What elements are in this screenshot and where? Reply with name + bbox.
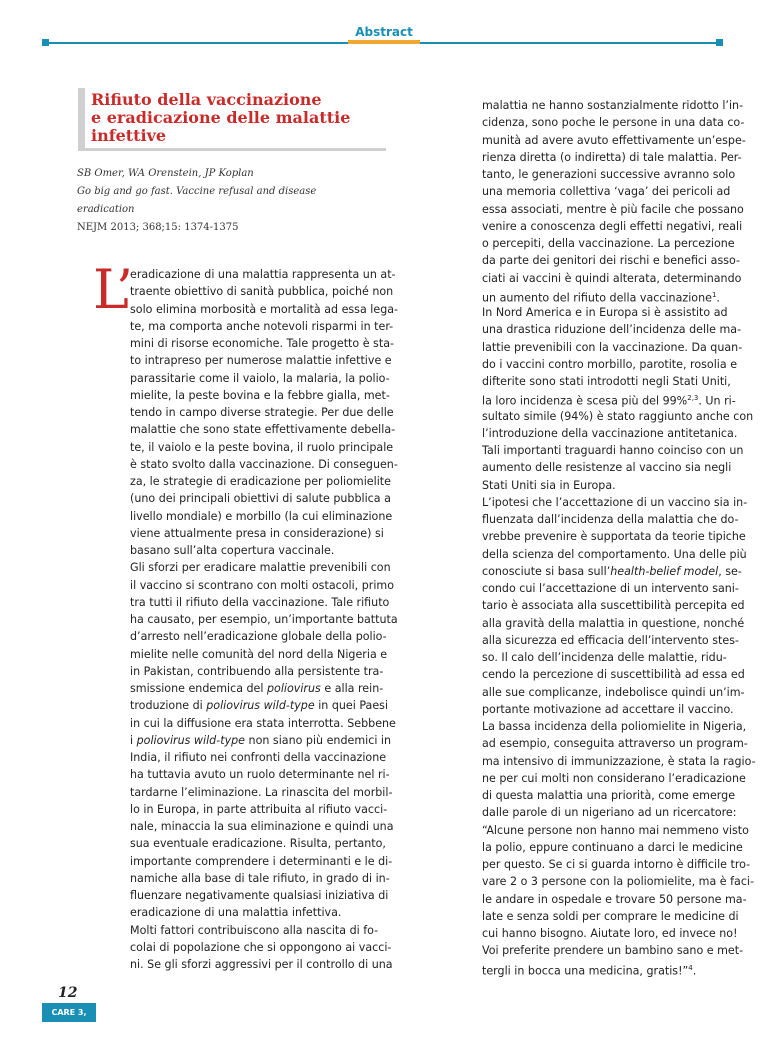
title-line: Rifiuto della vaccinazione xyxy=(91,90,322,109)
body-text: della scienza del comportamento. Una delle più xyxy=(482,547,747,561)
body-text: cendo la percezione di suscettibilità ad essa ed xyxy=(482,668,745,682)
body-text: lattie prevenibili con la vaccinazione. Da quan- xyxy=(482,340,743,354)
body-line xyxy=(482,701,734,718)
body-text: conosciute si basa sull’ xyxy=(482,564,611,578)
body-line xyxy=(130,335,394,352)
body-text: . Un ri- xyxy=(698,394,736,408)
body-line xyxy=(482,201,744,218)
body-line xyxy=(482,718,747,735)
body-column-right xyxy=(482,97,756,978)
journal-badge: CARE 3, 2013 xyxy=(42,1003,96,1022)
body-line xyxy=(482,218,743,235)
body-line xyxy=(130,835,386,852)
body-text: un aumento del rifiuto della vaccinazione xyxy=(482,291,712,305)
body-line xyxy=(130,283,394,300)
body-line xyxy=(130,387,390,404)
body-text: i xyxy=(130,733,137,747)
body-text: nale, minaccia la sua eliminazione e quindi una xyxy=(130,820,394,833)
body-text: ma intensivo di immunizzazione, è stata la ragio- xyxy=(482,754,756,768)
body-text: difterite sono stati introdotti negli Stati Uniti, xyxy=(482,375,731,388)
body-line xyxy=(482,856,751,873)
body-text: per questo. Se ci si guarda intorno è difficile tro- xyxy=(482,858,751,871)
body-text: Tali importanti traguardi hanno coinciso con un xyxy=(482,444,744,457)
body-line xyxy=(482,287,727,304)
body-text: L’ipotesi che l’accettazione di un vaccino sia in- xyxy=(482,495,748,509)
body-line xyxy=(482,511,739,528)
body-text: Molti fattori contribuiscono alla nascita di fo- xyxy=(130,923,379,937)
body-text: e alla rein- xyxy=(320,682,384,695)
body-line xyxy=(482,408,754,425)
body-line xyxy=(482,252,740,269)
body-text: tanto, le generazioni successive avranno solo xyxy=(482,168,736,181)
section-tab xyxy=(348,24,420,44)
body-text: India, il rifiuto nei confronti della vaccinazione xyxy=(130,751,387,764)
body-line xyxy=(130,628,387,645)
body-line xyxy=(482,908,739,925)
body-text: mini di risorse economiche. Tale progetto è sta- xyxy=(130,337,394,350)
body-text: te, ma comporta anche notevoli risparmi in ter- xyxy=(130,319,394,333)
body-line xyxy=(482,632,739,649)
body-line xyxy=(130,456,398,473)
body-line xyxy=(130,715,396,732)
body-text: late e senza soldi per comprare le medicine di xyxy=(482,909,739,923)
body-text: tendo in campo diverse strategie. Per due delle xyxy=(130,406,394,419)
body-line xyxy=(130,594,390,611)
article-title-box xyxy=(78,88,386,151)
body-line xyxy=(482,942,744,959)
citation-ref: 1 xyxy=(711,290,717,299)
body-text: una drastica riduzione dell’incidenza delle ma- xyxy=(482,323,742,337)
body-text: rienza diretta (o indiretta) di tale malattia. Per- xyxy=(482,150,742,164)
body-text: dalle parole di un nigeriano ad un ricercatore: xyxy=(482,806,737,820)
body-text: alle sue complicanze, indebolisce quindi un’im- xyxy=(482,685,745,699)
body-text: smissione endemica del xyxy=(130,682,267,695)
body-line xyxy=(130,508,393,525)
body-text: basano sull’alta copertura vaccinale. xyxy=(130,544,335,557)
body-line xyxy=(482,304,727,321)
body-text: Stati Uniti sia in Europa. xyxy=(482,478,616,492)
body-line xyxy=(130,525,384,542)
body-text: eradicazione di una malattia rappresenta un at- xyxy=(130,268,396,281)
body-line xyxy=(482,839,743,856)
body-line xyxy=(130,421,396,438)
body-text: vare 2 o 3 persone con la poliomielite, ma è faci- xyxy=(482,875,755,889)
body-text: do i vaccini contro morbillo, parotite, rosolia e xyxy=(482,357,738,371)
body-text: mielite nelle comunità del nord della Nigeria e xyxy=(130,647,388,661)
section-tab-underline xyxy=(348,40,420,44)
body-text: eradicazione di una malattia infettiva. xyxy=(130,906,342,920)
body-line xyxy=(482,787,736,804)
body-line xyxy=(130,577,394,594)
body-text: ne per cui molti non considerano l’eradicazione xyxy=(482,771,746,785)
body-text: za, le strategie di eradicazione per poliomielite xyxy=(130,475,391,488)
body-text: non siano più endemici in xyxy=(245,733,392,747)
body-line xyxy=(130,490,391,507)
body-line xyxy=(130,611,398,628)
body-text: tario è associata alla suscettibilità percepita ed xyxy=(482,599,745,613)
body-text: importante comprendere i determinanti e le di- xyxy=(130,854,393,868)
body-text: condo cui l’accettazione di un intervento sani- xyxy=(482,582,739,595)
body-text: le andare in ospedale e trovare 50 persone ma- xyxy=(482,892,747,906)
body-text: mielite, la peste bovina e la febbre gialla, met- xyxy=(130,388,390,402)
body-line xyxy=(482,132,746,149)
body-text: da parte dei genitori dei rischi e benefici asso- xyxy=(482,254,740,268)
body-line xyxy=(482,770,746,787)
body-text: malattie che sono state effettivamente debella- xyxy=(130,423,396,437)
body-line xyxy=(130,352,392,369)
body-text: ni. Se gli sforzi aggressivi per il controllo di una xyxy=(130,958,393,971)
body-text: sua eventuale eradicazione. Risulta, pertanto, xyxy=(130,837,386,851)
body-line xyxy=(482,891,747,908)
body-text: o percepiti, della vaccinazione. La percezione xyxy=(482,237,735,250)
body-line xyxy=(482,166,736,183)
authors: SB Omer, WA Orenstein, JP Koplan xyxy=(77,168,254,179)
body-line xyxy=(482,546,747,563)
header-rule-right-marker xyxy=(716,39,723,46)
body-line xyxy=(482,459,732,476)
body-text: di questa malattia una priorità, come emerge xyxy=(482,789,736,802)
body-line xyxy=(130,784,393,801)
body-line xyxy=(482,442,744,459)
body-line xyxy=(482,425,738,442)
body-line xyxy=(130,766,390,783)
body-text: munità ad avere avuto effettivamente un’espe- xyxy=(482,133,746,147)
italic-term: poliovirus wild-type xyxy=(206,699,315,713)
body-line xyxy=(482,960,727,977)
italic-term: health-belief model xyxy=(610,564,719,578)
body-line xyxy=(482,822,749,839)
header-rule-left-marker xyxy=(42,39,49,46)
body-text: so. Il calo dell’incidenza delle malattie, ridu- xyxy=(482,651,727,664)
body-text: troduzione di xyxy=(130,699,207,713)
body-line xyxy=(482,666,745,683)
body-text: cui hanno bisogno. Aiutate loro, ed invece no! xyxy=(482,927,738,940)
body-text: tardarne l’eliminazione. La rinascita del morbil- xyxy=(130,785,393,799)
body-text: tergli in bocca una medicina, gratis!” xyxy=(482,964,689,978)
source-title-line: Go big and go fast. Vaccine refusal and disease xyxy=(77,186,317,197)
body-text: in quei Paesi xyxy=(314,699,389,713)
article-reference xyxy=(77,165,377,237)
body-line xyxy=(482,339,743,356)
body-text: sultato simile (94%) è stato raggiunto anche con xyxy=(482,409,754,423)
citation-ref: 4 xyxy=(688,963,693,972)
body-line xyxy=(130,939,392,956)
body-text: La bassa incidenza della poliomielite in Nigeria, xyxy=(482,720,747,733)
body-line xyxy=(130,663,384,680)
body-line xyxy=(482,925,738,942)
body-text: è stato svolto dalla vaccinazione. Di conseguen- xyxy=(130,457,398,471)
body-text: in cui la diffusione era stata interrotta. Sebbene xyxy=(130,716,396,730)
body-line xyxy=(482,235,735,252)
body-line xyxy=(482,183,731,200)
body-text: solo elimina morbosità e mortalità ad essa lega- xyxy=(130,302,399,316)
body-text: venire a conoscenza degli effetti negativi, reali xyxy=(482,219,743,233)
body-line xyxy=(482,373,731,390)
body-text: Voi preferite prendere un bambino sano e met- xyxy=(482,944,744,958)
body-text: la polio, eppure continuano a darci le medicine xyxy=(482,840,743,854)
body-text: lo in Europa, in parte attribuita al rifiuto vacci- xyxy=(130,802,388,816)
section-label: Abstract xyxy=(355,25,413,39)
body-text: , se- xyxy=(718,564,742,578)
body-text: ciati ai vaccini è quindi alterata, determinando xyxy=(482,271,742,285)
body-text: il vaccino si scontrano con molti ostacoli, primo xyxy=(130,578,394,592)
body-line xyxy=(130,697,389,714)
body-text: to intrapreso per numerose malattie infettive e xyxy=(130,354,392,368)
citation-ref: 2,3 xyxy=(687,394,699,403)
body-text: namiche alla base di tale rifiuto, in grado di in- xyxy=(130,871,390,885)
body-line xyxy=(130,853,393,870)
body-column-left xyxy=(130,266,399,973)
body-line xyxy=(482,649,727,666)
body-text: “Alcune persone non hanno mai nemmeno visto xyxy=(482,823,749,837)
body-line xyxy=(130,646,388,663)
body-line xyxy=(482,597,745,614)
body-text: in Pakistan, contribuendo alla persistente tra- xyxy=(130,664,384,678)
source-title-line: eradication xyxy=(77,204,135,215)
body-text: Gli sforzi per eradicare malattie prevenibili con xyxy=(130,561,391,575)
body-line xyxy=(130,370,390,387)
body-text: ad esempio, conseguita attraverso un program- xyxy=(482,737,748,751)
body-line xyxy=(130,680,384,697)
body-line xyxy=(130,404,394,421)
body-text: l’introduzione della vaccinazione antitetanica. xyxy=(482,426,738,440)
body-line xyxy=(482,321,742,338)
body-line xyxy=(482,97,744,114)
body-line xyxy=(482,804,737,821)
body-line xyxy=(130,266,396,283)
italic-term: poliovirus wild-type xyxy=(136,733,246,747)
body-text: fluenzare negativamente qualsiasi iniziativa di xyxy=(130,889,389,902)
body-line xyxy=(130,559,391,576)
body-text: livello mondiale) e morbillo (la cui eliminazione xyxy=(130,509,393,523)
body-line xyxy=(482,390,736,408)
body-text: malattia ne hanno sostanzialmente ridotto l’in- xyxy=(482,99,744,112)
body-text: traente obiettivo di sanità pubblica, poiché non xyxy=(130,285,394,299)
body-text: portante motivazione ad accettare il vaccino. xyxy=(482,702,734,716)
citation: NEJM 2013; 368;15: 1374-1375 xyxy=(77,222,239,233)
body-line xyxy=(482,684,745,701)
body-line xyxy=(482,356,738,373)
body-line xyxy=(130,473,391,490)
body-line xyxy=(130,318,394,335)
body-line xyxy=(130,801,388,818)
body-text: ha causato, per esempio, un’importante battuta xyxy=(130,613,398,626)
body-line xyxy=(482,114,745,131)
body-text: una memoria collettiva ‘vaga’ dei pericoli ad xyxy=(482,185,731,199)
body-line xyxy=(130,956,393,973)
body-line xyxy=(482,149,742,166)
body-line xyxy=(130,542,375,559)
body-text: parassitarie come il vaiolo, la malaria, la polio- xyxy=(130,371,390,385)
body-text: colai di popolazione che si oppongono ai vacci- xyxy=(130,940,392,954)
body-line xyxy=(130,749,387,766)
body-text: ha tuttavia avuto un ruolo determinante nel ri- xyxy=(130,768,390,782)
body-text: essa associati, mentre è più facile che possano xyxy=(482,202,744,216)
title-line: infettive xyxy=(91,126,167,145)
body-text: cidenza, sono poche le persone in una data co- xyxy=(482,116,745,130)
italic-term: poliovirus xyxy=(267,682,321,695)
body-text: aumento delle resistenze al vaccino sia negli xyxy=(482,461,732,475)
title-line: e eradicazione delle malattie xyxy=(91,108,351,127)
body-line xyxy=(482,580,739,597)
body-line xyxy=(482,563,742,580)
drop-cap: L’ xyxy=(93,258,134,321)
page-number: 12 xyxy=(58,985,78,1001)
body-line xyxy=(482,615,745,632)
body-text: alla gravità della malattia in questione, nonché xyxy=(482,616,745,630)
body-line xyxy=(482,873,755,890)
body-text: alla sicurezza ed efficacia dell’intervento stes- xyxy=(482,633,739,647)
body-text: la loro incidenza è scesa più del 99% xyxy=(482,394,688,408)
body-line xyxy=(130,870,390,887)
body-text: te, il vaiolo e la peste bovina, il ruolo principale xyxy=(130,440,394,454)
body-text: fluenzata dall’incidenza della malattia che do- xyxy=(482,513,739,526)
body-line xyxy=(130,818,394,835)
body-line xyxy=(482,753,756,770)
body-line xyxy=(130,922,379,939)
body-line xyxy=(130,439,394,456)
article-title xyxy=(91,88,386,145)
body-text: In Nord America e in Europa si è assistito ad xyxy=(482,306,728,319)
body-text: tra tutti il rifiuto della vaccinazione. Tale rifiuto xyxy=(130,595,390,609)
body-line xyxy=(130,301,399,318)
body-text: . xyxy=(692,964,697,978)
body-text: . xyxy=(716,291,720,305)
body-line xyxy=(482,528,746,545)
body-line xyxy=(130,904,375,921)
body-line xyxy=(482,494,748,511)
body-text: d’arresto nell’eradicazione globale della polio- xyxy=(130,630,387,644)
body-line xyxy=(482,270,742,287)
body-line xyxy=(482,477,727,494)
body-text: (uno dei principali obiettivi di salute pubblica a xyxy=(130,492,391,506)
body-text: vrebbe prevenire è supportata da teorie tipiche xyxy=(482,530,746,544)
body-line xyxy=(130,732,392,749)
body-line xyxy=(482,735,748,752)
body-text: viene attualmente presa in considerazione) si xyxy=(130,526,384,540)
body-line xyxy=(130,887,389,904)
